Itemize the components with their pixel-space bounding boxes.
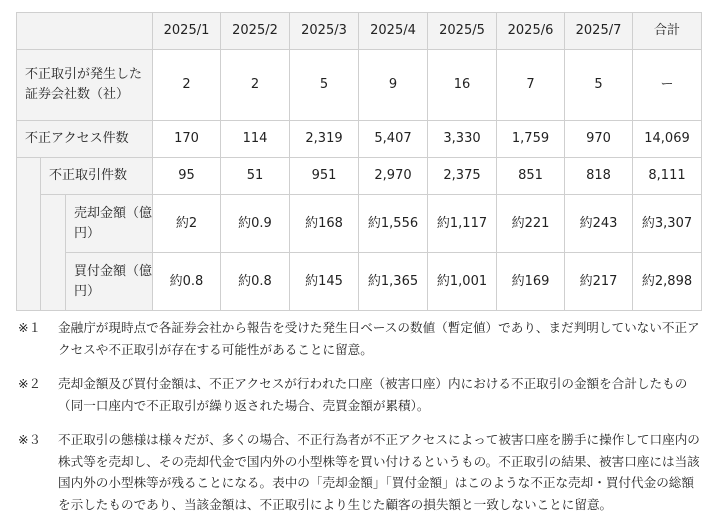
row-label: 不正取引が発生した証券会社数（社） (17, 50, 153, 121)
row-label: 不正取引件数 (41, 158, 153, 195)
column-header: 2025/2 (221, 13, 290, 50)
column-header-total: 合計 (633, 13, 702, 50)
table-cell: 約1,001 (428, 253, 497, 311)
table-cell: 14,069 (633, 121, 702, 158)
row-label: 不正アクセス件数 (17, 121, 153, 158)
footnote-3 (18, 429, 704, 515)
table-cell: 1,759 (497, 121, 565, 158)
table-cell: 970 (565, 121, 633, 158)
column-header: 2025/4 (359, 13, 428, 50)
table-cell: 約168 (290, 195, 359, 253)
table-cell: 951 (290, 158, 359, 195)
corner-header-cell (17, 13, 153, 50)
table-cell: 2 (221, 50, 290, 121)
row-label: 買付金額（億円） (66, 253, 153, 311)
table-cell: ー (633, 50, 702, 121)
table-cell: 5 (290, 50, 359, 121)
table-cell: 約145 (290, 253, 359, 311)
table-cell: 2 (153, 50, 221, 121)
footnote-text: 不正取引の態様は様々だが、多くの場合、不正行為者が不正アクセスによって被害口座を勝手に操作して口座内の株式等を売却し、その売却代金で国内外の小型株等を買い付けるというもの。不正取引の結果、被害口座には当該国内外の小型株等が残ることになる。表中の「売却金額」「買付金額」はこのような不正な売却・買付代金の総額を示したものであり、当該金額は、不正取引により生じた顧客の損失額と一致しないことに留意。 (58, 432, 700, 512)
table-cell: 約1,365 (359, 253, 428, 311)
table-cell: 170 (153, 121, 221, 158)
table-cell: 2,375 (428, 158, 497, 195)
table-cell: 5 (565, 50, 633, 121)
table-cell: 約0.8 (153, 253, 221, 311)
column-header: 2025/6 (497, 13, 565, 50)
table-row-sale-amount (17, 195, 702, 253)
table-cell: 8,111 (633, 158, 702, 195)
table-row-unauthorized-access (17, 121, 702, 158)
table-cell: 51 (221, 158, 290, 195)
table-cell: 9 (359, 50, 428, 121)
table-cell: 818 (565, 158, 633, 195)
table-cell: 約221 (497, 195, 565, 253)
row-label: 売却金額（億円） (66, 195, 153, 253)
table-cell: 2,970 (359, 158, 428, 195)
table-cell: 3,330 (428, 121, 497, 158)
footnote-1 (18, 317, 704, 360)
table-cell: 約1,556 (359, 195, 428, 253)
table-cell: 95 (153, 158, 221, 195)
table-cell: 約0.8 (221, 253, 290, 311)
table-cell: 約0.9 (221, 195, 290, 253)
table-cell: 約2,898 (633, 253, 702, 311)
footnote-2 (18, 373, 704, 416)
table-cell: 約169 (497, 253, 565, 311)
column-header: 2025/3 (290, 13, 359, 50)
table-row-purchase-amount (17, 253, 702, 311)
footnote-text: 金融庁が現時点で各証券会社から報告を受けた発生日ベースの数値（暫定値）であり、まだ判明していない不正アクセスや不正取引が存在する可能性があることに留意。 (58, 320, 700, 357)
footnote-text: 売却金額及び買付金額は、不正アクセスが行われた口座（被害口座）内における不正取引の金額を合計したもの（同一口座内で不正取引が繰り返された場合、売買金額が累積）。 (58, 376, 688, 413)
table-cell: 851 (497, 158, 565, 195)
footnote-mark: ※１ (18, 320, 42, 335)
table-cell: 7 (497, 50, 565, 121)
footnote-mark: ※２ (18, 376, 42, 391)
header-row (17, 13, 702, 50)
fraud-statistics-table (16, 12, 702, 311)
indent-cell (41, 195, 66, 311)
table-row-unauthorized-trades (17, 158, 702, 195)
table-cell: 約1,117 (428, 195, 497, 253)
table-cell: 約2 (153, 195, 221, 253)
indent-cell (17, 158, 41, 311)
table-cell: 約3,307 (633, 195, 702, 253)
footnotes (18, 317, 704, 528)
table-cell: 114 (221, 121, 290, 158)
table-cell: 約217 (565, 253, 633, 311)
table-cell: 5,407 (359, 121, 428, 158)
column-header: 2025/1 (153, 13, 221, 50)
table-cell: 約243 (565, 195, 633, 253)
table-cell: 2,319 (290, 121, 359, 158)
column-header: 2025/7 (565, 13, 633, 50)
column-header: 2025/5 (428, 13, 497, 50)
table-cell: 16 (428, 50, 497, 121)
table-row-companies (17, 50, 702, 121)
footnote-mark: ※３ (18, 432, 42, 447)
